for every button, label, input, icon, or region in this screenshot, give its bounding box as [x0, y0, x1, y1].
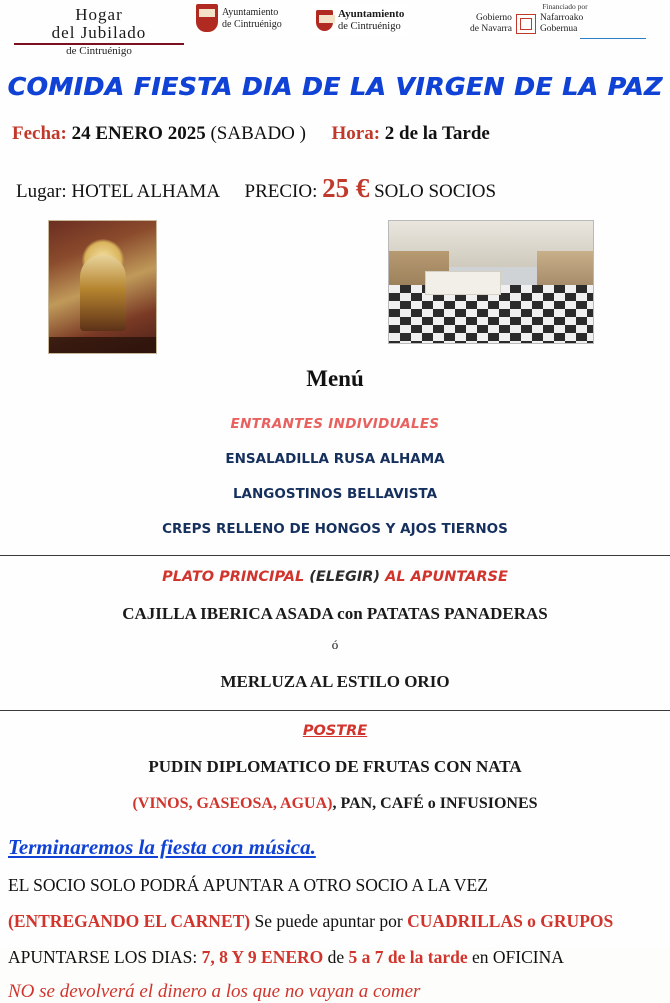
fecha-value: 24 ENERO 2025 [71, 123, 206, 144]
page-title: COMIDA FIESTA DIA DE LA VIRGEN DE LA PAZ [7, 72, 663, 101]
entrante-item-1: ENSALADILLA RUSA ALHAMA [225, 451, 445, 467]
logo-ayuntamiento-right-line1: Ayuntamiento [338, 8, 405, 20]
logo-ayuntamiento-right [312, 6, 408, 36]
footer-note-3 [0, 947, 670, 968]
footer-note-4: NO se devolverá el dinero a los que no vayan a comer [8, 981, 421, 1002]
logo-gobierno-es-line2: de Navarra [470, 23, 512, 34]
fecha-day: (SABADO ) [210, 123, 306, 144]
logo-ayuntamiento-left-line2: de Cintruénigo [222, 18, 282, 30]
principal-option-1: CAJILLA IBERICA ASADA con PATATAS PANADERAS [122, 604, 548, 623]
drinks-part2: , PAN, CAFÉ o INFUSIONES [332, 795, 538, 812]
coat-of-arms-icon [196, 4, 218, 32]
precio-value: 25 € [322, 173, 370, 203]
footer-note-3-hours: 5 a 7 de la tarde [348, 947, 468, 967]
hora-value: 2 de la Tarde [384, 123, 490, 144]
divider-2 [0, 710, 670, 711]
logo-hogar-del-jubilado [14, 6, 184, 57]
principal-option-2: MERLUZA AL ESTILO ORIO [220, 672, 450, 691]
financed-by-label: Financiado por [542, 2, 588, 11]
virgen-figure [80, 255, 126, 331]
entrante-item-3: CREPS RELLENO DE HONGOS Y AJOS TIERNOS [162, 521, 508, 537]
logo-ayuntamiento-right-line2: de Cintruénigo [338, 21, 401, 33]
postre-item: PUDIN DIPLOMATICO DE FRUTAS CON NATA [148, 757, 522, 776]
footer-note-2 [0, 911, 670, 932]
photo-row [0, 220, 670, 360]
footer-note-1: EL SOCIO SOLO PODRÁ APUNTAR A OTRO SOCIO A LA VEZ [8, 875, 488, 895]
footer-note-3-a: APUNTARSE LOS DIAS: [8, 947, 202, 967]
logo-gobierno-eu-line1: Nafarroako [539, 13, 584, 23]
principal-or: ó [331, 637, 339, 652]
footer-note-2-carnet: (ENTREGANDO EL CARNET) [8, 911, 251, 931]
logo-hogar-line2: del Jubilado [51, 22, 147, 42]
footer-note-3-dates: 7, 8 Y 9 ENERO [201, 947, 324, 967]
header-logos [0, 0, 670, 58]
postre-heading: POSTRE [302, 723, 368, 739]
footer-note-2-groups: CUADRILLAS o GRUPOS [407, 911, 614, 931]
navarra-chains-icon [516, 14, 536, 34]
drinks-line [0, 795, 670, 813]
logo-gobierno-eu [540, 13, 583, 35]
entrante-item-2: LANGOSTINOS BELLAVISTA [232, 486, 438, 502]
logo-gobierno-row [470, 13, 660, 35]
virgen-base [49, 337, 156, 353]
precio-note: SOLO SOCIOS [374, 181, 497, 202]
drinks-part1: (VINOS, GASEOSA, AGUA) [132, 795, 333, 812]
logo-hogar-line3: de Cintruénigo [66, 44, 132, 57]
salon-buffet-table [425, 271, 501, 295]
menu-heading: Menú [306, 366, 364, 391]
plato-principal-heading-part3: AL APUNTARSE [380, 569, 508, 585]
logo-ayuntamiento-right-text [338, 8, 404, 34]
logo-gobierno-es-line1: Gobierno [476, 13, 512, 23]
logo-gobierno-underline [580, 38, 646, 39]
entrantes-heading: ENTRANTES INDIVIDUALES [230, 416, 440, 432]
plato-principal-heading-part2: (ELEGIR) [309, 569, 381, 585]
coat-of-arms-icon-small [316, 10, 333, 31]
hotel-salon-photo [388, 220, 594, 344]
logo-ayuntamiento-left-line1: Ayuntamiento [222, 7, 279, 18]
info-date-time-line [0, 123, 670, 145]
lugar-label: Lugar: [16, 181, 67, 202]
lugar-value: HOTEL ALHAMA [71, 181, 219, 202]
plato-principal-heading-part1: PLATO PRINCIPAL [162, 569, 310, 585]
info-place-price-line [0, 173, 670, 204]
music-note: Terminaremos la fiesta con música. [8, 835, 316, 859]
logo-gobierno-eu-line2: Gobernua [539, 23, 578, 34]
precio-label: PRECIO: [244, 181, 318, 202]
virgen-photo [48, 220, 157, 354]
logo-hogar-line1: Hogar [75, 5, 123, 24]
footer-note-3-b: de [323, 947, 349, 967]
hora-label: Hora: [331, 123, 381, 144]
plato-principal-heading [0, 569, 670, 585]
footer-note-3-c: en OFICINA [467, 947, 564, 967]
logo-ayuntamiento-left [196, 4, 306, 32]
logo-ayuntamiento-left-text [222, 4, 282, 30]
divider-1 [0, 555, 670, 556]
logo-gobierno-es [470, 13, 512, 35]
footer-note-2-mid: Se puede apuntar por [250, 911, 408, 931]
logo-gobierno-de-navarra [470, 2, 660, 39]
fecha-label: Fecha: [12, 123, 67, 144]
